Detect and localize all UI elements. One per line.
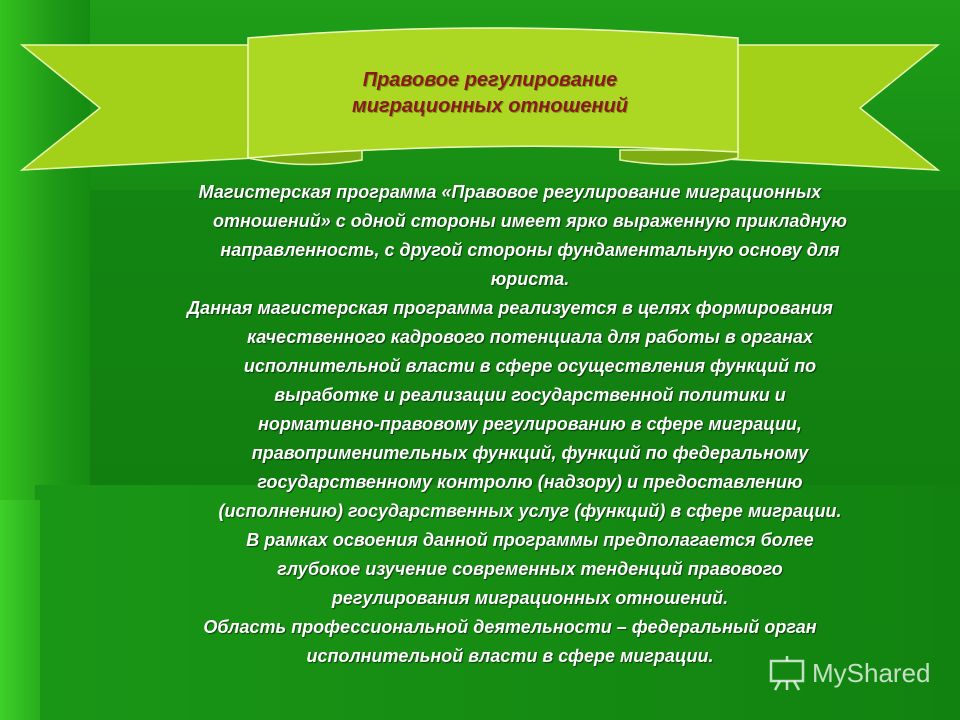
presentation-board-icon [768, 655, 806, 691]
body-line: нормативно-правовому регулированию в сфере миграции, [258, 414, 802, 434]
body-line: отношений» с одной стороны имеет ярко выраженную прикладную [213, 211, 847, 231]
body-line: (исполнению) государственных услуг (функций) в сфере миграции. [218, 501, 842, 521]
body-line: Магистерская программа «Правовое регулирование миграционных [198, 182, 822, 202]
background-left-bottom [0, 500, 40, 720]
body-line: выработке и реализации государственной политики и [274, 385, 786, 405]
ribbon-left-tail [22, 45, 255, 170]
watermark [768, 655, 931, 691]
body-text [95, 178, 925, 671]
watermark-text: MyShared [812, 657, 931, 688]
body-line: В рамках освоения данной программы предполагается более [246, 530, 814, 550]
body-line: Данная магистерская программа реализуется в целях формирования [187, 298, 833, 318]
body-line: направленность, с другой стороны фундаментальную основу для [220, 240, 840, 260]
body-line: исполнительной власти в сфере миграции. [306, 646, 714, 666]
body-line: государственному контролю (надзору) и предоставлению [257, 472, 803, 492]
ribbon-right-fold [620, 150, 738, 165]
ribbon-right-tail [705, 45, 938, 170]
body-line: глубокое изучение современных тенденций правового [277, 559, 783, 579]
slide-title-line-2: миграционных отношений [351, 95, 628, 117]
ribbon-main [248, 28, 738, 158]
body-line: правоприменительных функций, функций по федеральному [251, 443, 809, 463]
body-line: качественного кадрового потенциала для работы в органах [246, 327, 814, 347]
body-line: Область профессиональной деятельности – федеральный орган [203, 617, 817, 637]
body-line: исполнительной власти в сфере осуществления функций по [243, 356, 817, 376]
slide-title-line-1: Правовое регулирование [362, 69, 618, 91]
body-line: регулирования миграционных отношений. [331, 588, 729, 608]
body-line: юриста. [490, 269, 570, 289]
